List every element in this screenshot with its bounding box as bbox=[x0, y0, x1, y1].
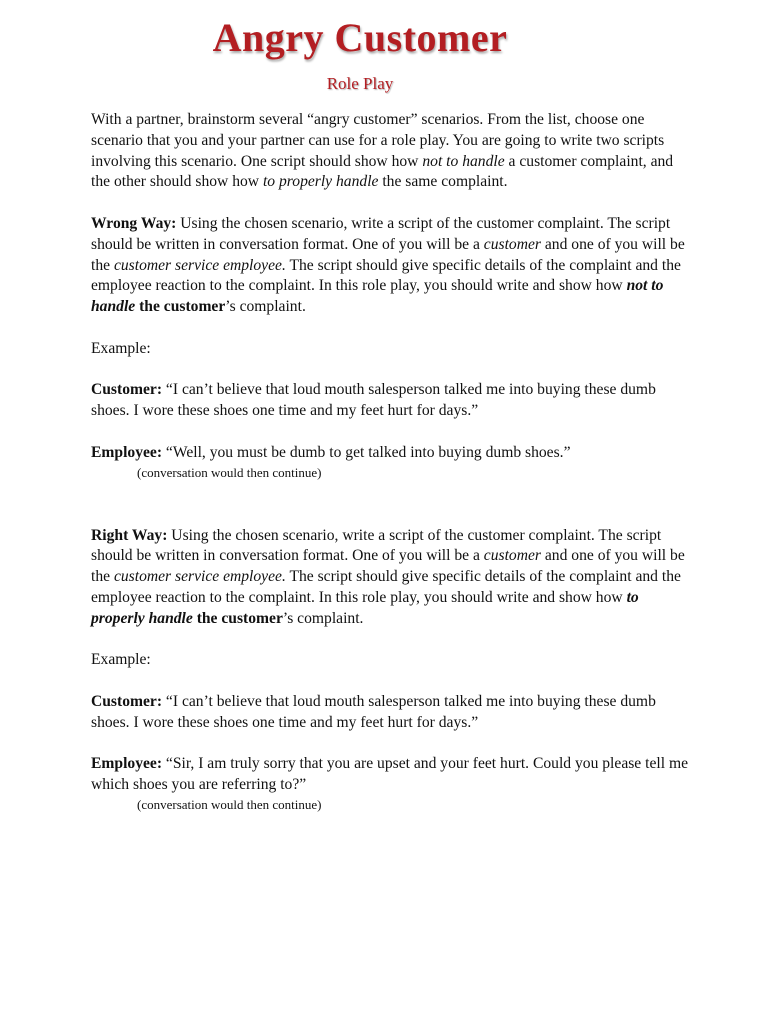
right-example-label: Example: bbox=[91, 651, 151, 669]
intro-paragraph bbox=[91, 110, 691, 193]
right-customer-label: Customer: bbox=[91, 692, 163, 710]
wrong-way-emphasis-2: customer service employee. bbox=[113, 256, 286, 274]
wrong-way-text-2: and one of you will be the bbox=[91, 235, 685, 274]
intro-text-3: the same complaint. bbox=[378, 173, 508, 191]
right-employee-text: “Sir, I am truly sorry that you are upset and your feet hurt. Could you please tell me which shoes you are referring to?” bbox=[91, 755, 688, 794]
right-way-text-2: and one of you will be the bbox=[91, 547, 685, 586]
wrong-way-text-4: the customer bbox=[135, 298, 226, 316]
intro-emphasis-1: not to handle bbox=[422, 152, 505, 170]
wrong-employee-text: “Well, you must be dumb to get talked into buying dumb shoes.” bbox=[162, 443, 571, 461]
right-way-emphasis-2: customer service employee. bbox=[113, 568, 286, 586]
intro-text-1: With a partner, brainstorm several “angry customer” scenarios. From the list, choose one scenario that you and your partner can use for a role play. You are going to write two scripts involving this scenario. One script should show how bbox=[91, 111, 665, 170]
wrong-way-text-1: Using the chosen scenario, write a script of the customer complaint. The script should be written in conversation format. One of you will be a bbox=[91, 214, 671, 253]
right-customer-text: “I can’t believe that loud mouth salesperson talked me into buying these dumb shoes. I wore these shoes one time and my feet hurt for days.” bbox=[91, 692, 656, 731]
wrong-way-paragraph bbox=[91, 214, 691, 318]
right-way-emphasis-1: customer bbox=[483, 547, 541, 565]
wrong-example-label: Example: bbox=[91, 339, 151, 357]
wrong-way-emphasis-1: customer bbox=[483, 235, 541, 253]
wrong-customer-line bbox=[91, 380, 691, 422]
right-continue-note: (conversation would then continue) bbox=[137, 796, 322, 812]
right-way-text-5: ’s complaint. bbox=[282, 609, 364, 627]
right-way-text-3: The script should give specific details of the complaint and the employee reaction to the complaint. In this role play, you should write and show how bbox=[91, 568, 681, 606]
wrong-way-text-3: The script should give specific details of the complaint and the employee reaction to the complaint. In this role play, you should write and show how bbox=[91, 256, 681, 295]
wrong-employee-line bbox=[91, 443, 691, 464]
wrong-way-emphasis-3: not to handle bbox=[91, 277, 664, 316]
wrong-employee-label: Employee: bbox=[91, 443, 163, 461]
wrong-customer-label: Customer: bbox=[91, 381, 163, 399]
wrong-continue-note: (conversation would then continue) bbox=[137, 464, 322, 480]
wrong-customer-text: “I can’t believe that loud mouth salesperson talked me into buying these dumb shoes. I wore these shoes one time and my feet hurt for days.” bbox=[91, 381, 656, 420]
page-title: Angry Customer bbox=[212, 15, 508, 60]
right-way-text-4: the customer bbox=[192, 609, 283, 627]
wrong-way-text-5: ’s complaint. bbox=[225, 298, 306, 316]
document-body bbox=[91, 110, 691, 814]
wrong-way-heading: Wrong Way: bbox=[91, 214, 177, 232]
right-employee-line bbox=[91, 754, 691, 796]
right-way-paragraph bbox=[91, 526, 691, 630]
right-way-text-1: Using the chosen scenario, write a script of the customer complaint. The script should be written in conversation format. One of you will be a bbox=[91, 526, 662, 565]
intro-text-2: a customer complaint, and the other should show how bbox=[91, 152, 674, 191]
page-subtitle: Role Play bbox=[326, 74, 394, 93]
right-way-heading: Right Way: bbox=[91, 526, 168, 544]
intro-emphasis-2: to properly handle bbox=[262, 173, 379, 191]
right-employee-label: Employee: bbox=[91, 755, 163, 773]
right-customer-line bbox=[91, 692, 691, 734]
right-way-emphasis-3: to properly handle bbox=[91, 588, 639, 627]
